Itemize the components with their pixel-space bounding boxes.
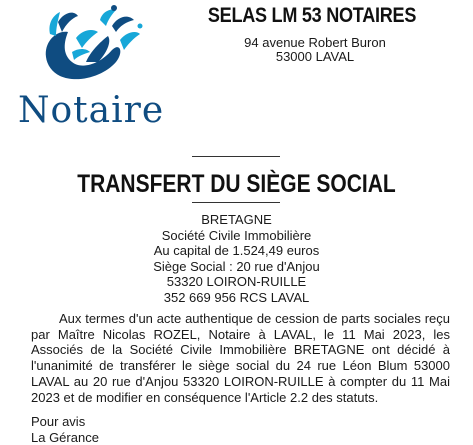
company-name: BRETAGNE [201,212,272,227]
firm-address-line2: 53000 LAVAL [275,49,355,64]
notaire-logo [16,2,186,132]
firm-name: SELAS LM 53 NOTAIRES [207,4,417,27]
company-seat: Siège Social : 20 rue d'Anjou [153,258,320,274]
company-rcs: 352 669 956 RCS LAVAL [163,289,310,305]
firm-address-line1: 94 avenue Robert Buron [244,35,386,50]
company-type: Société Civile Immobilière [161,227,312,243]
company-block [0,212,473,305]
company-capital: Au capital de 1.524,49 euros [153,243,320,258]
notice-body: Aux termes d'un acte authentique de cession de parts sociales reçu par Maître Nicolas ROZEL, Notaire à LAVAL, le 11 Mai 2023, les Associés de la Société Civile Immobilière BRETAGNE ont décidé à l'unanimité de transférer le siège social du 24 rue Léon Blum 53000 LAVAL au 20 rue d'Anjou 53320 LOIRON-RUILLE à compter du 11 Mai 2023 et de modifier en conséquence l'Article 2.2 des statuts. [31,311,450,405]
notice-title: TRANSFERT DU SIÈGE SOCIAL [77,170,396,198]
firm-header [190,4,434,64]
closing-block [31,414,99,445]
logo-wordmark: Notaire [18,90,165,131]
notaire-emblem-icon [16,2,186,97]
closing-line2: La Gérance [31,429,99,445]
bottom-divider [192,202,280,203]
top-divider [192,156,280,157]
closing-line1: Pour avis [31,414,86,429]
company-city: 53320 LOIRON-RUILLE [166,274,307,289]
